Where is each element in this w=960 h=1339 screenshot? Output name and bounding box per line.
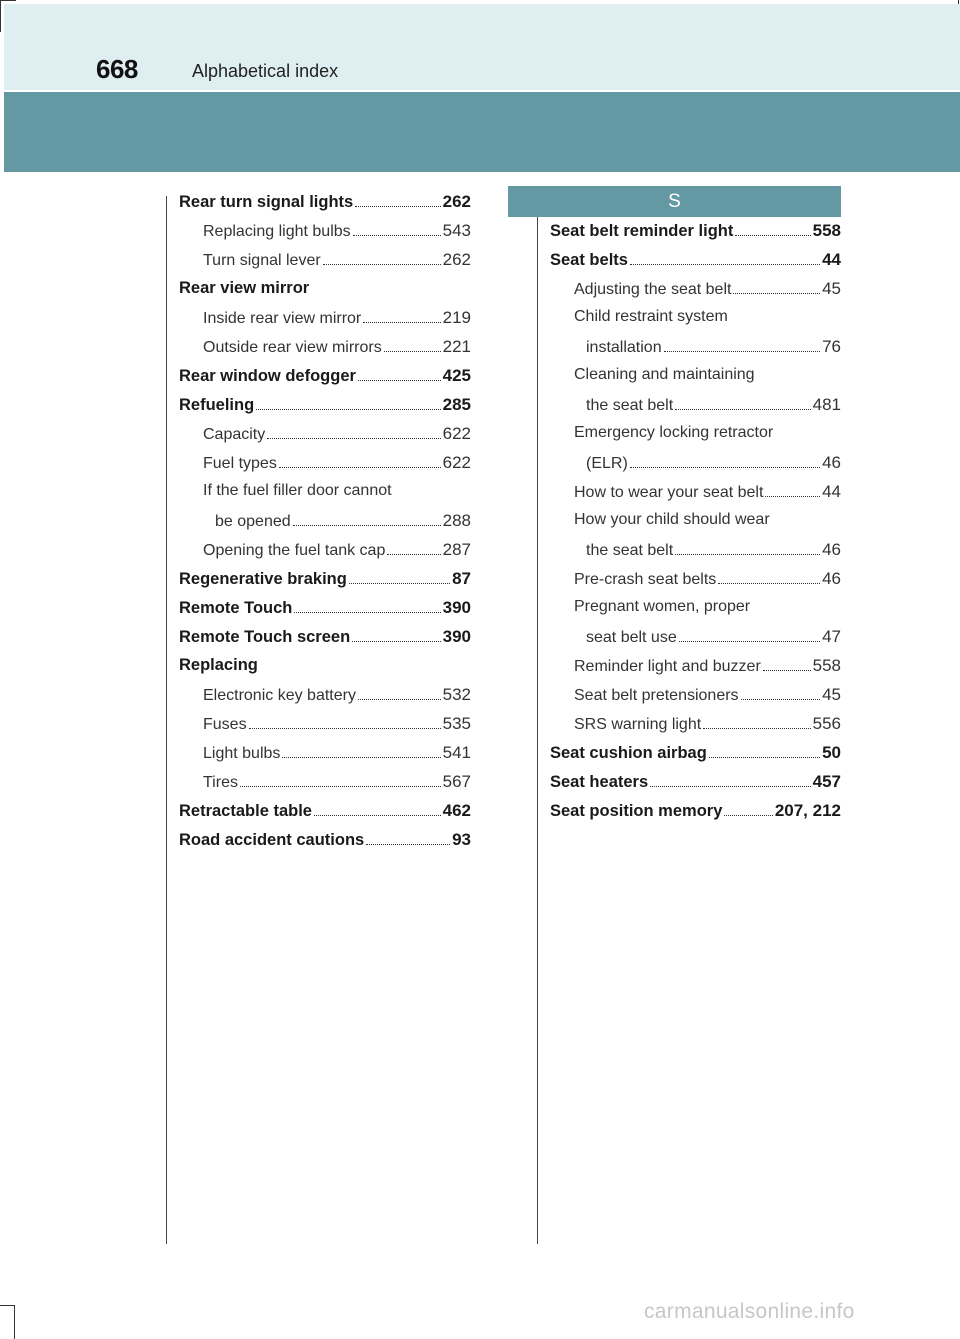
index-subentry[interactable]: Outside rear view mirrors 221: [203, 337, 471, 356]
page-ref[interactable]: 457: [812, 772, 841, 791]
left-column-rule: [166, 196, 167, 1244]
page-ref[interactable]: 287: [442, 540, 471, 559]
index-entry[interactable]: Seat position memory 207, 212: [550, 801, 841, 820]
page-ref[interactable]: 44: [822, 250, 841, 269]
index-entry[interactable]: Rear turn signal lights 262: [179, 192, 471, 211]
index-subentry-label: If the fuel filler door cannot: [203, 482, 392, 499]
index-entry[interactable]: Remote Touch screen 390: [179, 627, 471, 646]
index-subentry[interactable]: seat belt use 47: [586, 627, 841, 646]
index-subentry-label: Emergency locking retractor: [574, 424, 774, 441]
page-ref[interactable]: 93: [452, 830, 471, 849]
index-subentry[interactable]: (ELR) 46: [586, 453, 841, 472]
page-ref[interactable]: 543: [442, 221, 471, 240]
page-ref[interactable]: 207, 212: [774, 801, 841, 820]
index-entry[interactable]: Rear window defogger 425: [179, 366, 471, 385]
index-subentry-label: Pregnant women, proper: [574, 598, 751, 615]
index-entry[interactable]: Refueling 285: [179, 395, 471, 414]
index-subentry[interactable]: the seat belt 46: [586, 540, 841, 559]
page-ref[interactable]: 262: [442, 192, 471, 211]
crop-mark-top-left-h: [0, 0, 16, 1]
page-ref[interactable]: 462: [442, 801, 471, 820]
index-entry[interactable]: Seat heaters 457: [550, 772, 841, 791]
index-subentry[interactable]: Adjusting the seat belt 45: [574, 279, 841, 298]
page-ref[interactable]: 262: [442, 250, 471, 269]
page-ref[interactable]: 50: [822, 743, 841, 762]
page-ref[interactable]: 535: [442, 714, 471, 733]
index-entry[interactable]: Remote Touch 390: [179, 598, 471, 617]
header-band: [4, 4, 960, 90]
page-ref[interactable]: 46: [822, 569, 841, 588]
index-entry[interactable]: Regenerative braking 87: [179, 569, 471, 588]
page-ref[interactable]: 46: [822, 540, 841, 559]
page-ref[interactable]: 44: [822, 482, 841, 501]
crop-mark-bottom-left-h: [0, 1305, 14, 1306]
page-ref[interactable]: 87: [452, 569, 471, 588]
section-letter-header: S: [508, 186, 841, 217]
right-column-rule: [537, 217, 538, 1244]
page-ref[interactable]: 390: [442, 627, 471, 646]
page-ref[interactable]: 221: [442, 337, 471, 356]
page-ref[interactable]: 622: [442, 424, 471, 443]
index-entry[interactable]: Seat cushion airbag 50: [550, 743, 841, 762]
index-subentry[interactable]: Light bulbs 541: [203, 743, 471, 762]
index-entry[interactable]: Retractable table 462: [179, 801, 471, 820]
page-ref[interactable]: 541: [442, 743, 471, 762]
index-subentry[interactable]: SRS warning light 556: [574, 714, 841, 733]
page-ref[interactable]: 76: [822, 337, 841, 356]
index-subentry[interactable]: the seat belt 481: [586, 395, 841, 414]
page-ref[interactable]: 558: [812, 656, 841, 675]
index-subentry[interactable]: Opening the fuel tank cap 287: [203, 540, 471, 559]
page-ref[interactable]: 558: [812, 221, 841, 240]
index-subentry[interactable]: Fuel types 622: [203, 453, 471, 472]
page-ref[interactable]: 47: [822, 627, 841, 646]
index-subentry-label: Child restraint system: [574, 308, 728, 325]
index-subentry[interactable]: Inside rear view mirror 219: [203, 308, 471, 327]
index-subentry[interactable]: Tires 567: [203, 772, 471, 791]
index-subentry[interactable]: Electronic key battery 532: [203, 685, 471, 704]
index-subentry[interactable]: Seat belt pretensioners 45: [574, 685, 841, 704]
page-ref[interactable]: 532: [442, 685, 471, 704]
index-entry[interactable]: Seat belts 44: [550, 250, 841, 269]
index-subentry[interactable]: Pre-crash seat belts 46: [574, 569, 841, 588]
page-ref[interactable]: 45: [822, 279, 841, 298]
index-subentry[interactable]: How to wear your seat belt 44: [574, 482, 841, 501]
page-ref[interactable]: 481: [812, 395, 841, 414]
page-title: Alphabetical index: [192, 61, 339, 81]
page-ref[interactable]: 567: [442, 772, 471, 791]
index-heading: Replacing: [179, 656, 258, 674]
index-subentry[interactable]: Reminder light and buzzer 558: [574, 656, 841, 675]
page-number: 668: [96, 54, 138, 84]
index-subentry-label: Cleaning and maintaining: [574, 366, 755, 383]
page-ref[interactable]: 46: [822, 453, 841, 472]
page-ref[interactable]: 556: [812, 714, 841, 733]
index-entry[interactable]: Road accident cautions 93: [179, 830, 471, 849]
index-entry[interactable]: Seat belt reminder light 558: [550, 221, 841, 240]
page-ref[interactable]: 622: [442, 453, 471, 472]
index-subentry[interactable]: Replacing light bulbs 543: [203, 221, 471, 240]
page-ref[interactable]: 45: [822, 685, 841, 704]
page-ref[interactable]: 288: [442, 511, 471, 530]
page-ref[interactable]: 425: [442, 366, 471, 385]
page-ref[interactable]: 390: [442, 598, 471, 617]
crop-mark-bottom-left-v: [14, 1305, 15, 1339]
index-subentry[interactable]: Turn signal lever 262: [203, 250, 471, 269]
index-subentry[interactable]: be opened 288: [215, 511, 471, 530]
index-subentry[interactable]: installation 76: [586, 337, 841, 356]
index-subentry-label: How your child should wear: [574, 511, 770, 528]
index-subentry[interactable]: Capacity 622: [203, 424, 471, 443]
header-accent-band: [4, 92, 960, 172]
watermark-text: carmanualsonline.info: [644, 1300, 855, 1323]
index-subentry[interactable]: Fuses 535: [203, 714, 471, 733]
index-heading: Rear view mirror: [179, 279, 310, 297]
page-ref[interactable]: 219: [442, 308, 471, 327]
page-ref[interactable]: 285: [442, 395, 471, 414]
crop-mark-top-left-v: [0, 0, 1, 32]
